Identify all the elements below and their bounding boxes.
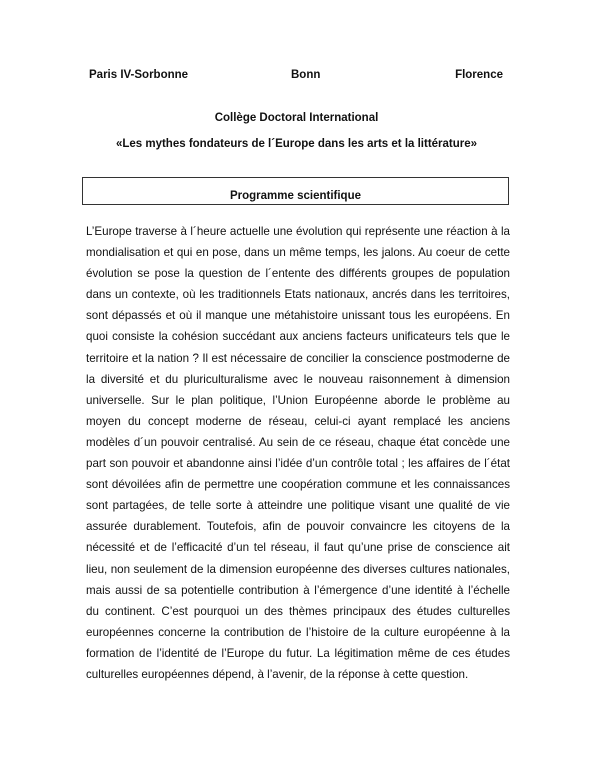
program-title-box [82, 177, 509, 205]
institution-bonn: Bonn [291, 69, 321, 81]
body-text [86, 221, 510, 685]
theme-title: «Les mythes fondateurs de l´Europe dans les arts et la littérature» [115, 138, 478, 150]
institution-florence: Florence [455, 69, 503, 81]
program-title: Programme scientifique [229, 190, 361, 202]
institution-header [89, 69, 503, 85]
body-paragraph: L’Europe traverse à l´heure actuelle une évolution qui représente une réaction à la mondialisation et qui en pose, dans un même temps, les jalons. Au coeur de cette évolution se pose la question de l´entente des différents groupes de population dans un contexte, où les traditionnels Etats nationaux, ancrés dans les territoires, sont dépassés et où il manque une métahistoire unissant tous les européens. En quoi consiste la cohésion succédant aux anciens facteurs unificateurs tels que le territoire et la nation ? Il est nécessaire de concilier la conscience postmoderne de la diversité et du pluriculturalisme avec le nouveau raisonnement à dimension universelle. Sur le plan politique, l’Union Européenne aborde le problème au moyen du concept moderne de réseau, celui-ci ayant remplacé les anciens modèles d´un pouvoir centralisé. Au sein de ce réseau, chaque état concède une part son pouvoir et abandonne ainsi l’idée d’un contrôle total ; les affaires de l´état sont dévoilées afin de permettre une coopération commune et les connaissances sont partagées, de telle sorte à atteindre une politique visant une qualité de vie assurée durablement. Toutefois, afin de pouvoir convaincre les citoyens de la nécessité et de l’efficacité d’un tel réseau, il faut qu’une prise de conscience ait lieu, non seulement de la dimension européenne des diverses cultures nationales, mais aussi de sa potentielle contribution à l’émergence d’une identité à l’échelle du continent. C’est pourquoi un des thèmes principaux des études culturelles européennes concerne la contribution de l’histoire de la culture européenne à la formation de l’identité de l’Europe du futur. La légitimation même de ces études culturelles européennes dépend, à l’avenir, de la réponse à cette question. [86, 225, 510, 681]
institution-paris: Paris IV-Sorbonne [89, 69, 189, 81]
college-title: Collège Doctoral International [214, 112, 379, 124]
